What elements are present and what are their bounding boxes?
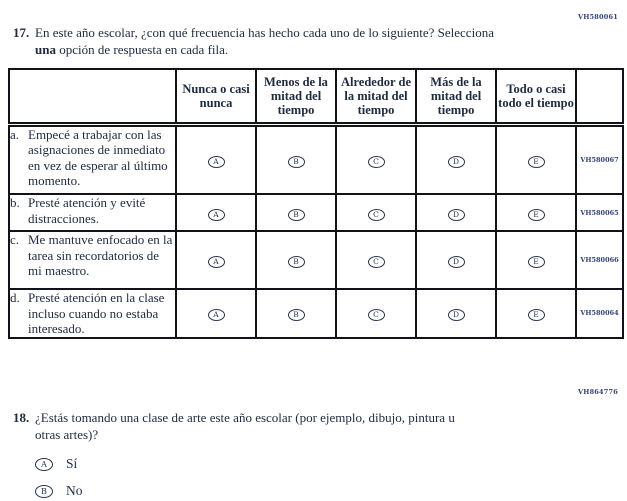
answer-cell-b-B bbox=[256, 194, 336, 231]
answer-oval-a-C[interactable]: C bbox=[368, 156, 385, 168]
answer-oval-c-B[interactable]: B bbox=[288, 256, 305, 268]
q18-option-A bbox=[35, 456, 455, 472]
question-17-line1: En este año escolar, ¿con qué frecuencia has hecho cada uno de lo siguiente? Selecciona bbox=[35, 25, 494, 40]
matrix-corner-cell bbox=[9, 69, 176, 124]
answer-cell-d-A bbox=[176, 289, 256, 338]
matrix-row-a bbox=[9, 124, 623, 194]
row-stem-flex bbox=[10, 195, 175, 226]
answer-cell-a-C bbox=[336, 124, 416, 194]
answer-oval-d-B[interactable]: B bbox=[288, 309, 305, 321]
answer-cell-a-D bbox=[416, 124, 496, 194]
answer-oval-d-A[interactable]: A bbox=[208, 309, 225, 321]
form-code-middle: VH864776 bbox=[578, 388, 618, 396]
matrix-column-header-5: Todo o casi todo el tiempo bbox=[496, 69, 576, 124]
matrix-column-header-3: Alrededor de la mitad del tiempo bbox=[336, 69, 416, 124]
answer-oval-b-A[interactable]: A bbox=[208, 209, 225, 221]
row-stem-a bbox=[9, 124, 176, 194]
answer-cell-d-C bbox=[336, 289, 416, 338]
answer-cell-a-B bbox=[256, 124, 336, 194]
answer-oval-b-C[interactable]: C bbox=[368, 209, 385, 221]
row-stem-b bbox=[9, 194, 176, 231]
answer-oval-d-E[interactable]: E bbox=[528, 309, 545, 321]
row-code-d: VH580064 bbox=[576, 289, 623, 338]
q18-option-B bbox=[35, 483, 455, 499]
question-18-options bbox=[35, 456, 455, 499]
row-stem-c bbox=[9, 231, 176, 289]
answer-oval-a-B[interactable]: B bbox=[288, 156, 305, 168]
answer-oval-c-A[interactable]: A bbox=[208, 256, 225, 268]
row-stem-flex bbox=[10, 127, 175, 189]
answer-oval-a-A[interactable]: A bbox=[208, 156, 225, 168]
row-code-c: VH580066 bbox=[576, 231, 623, 289]
row-letter: a. bbox=[10, 126, 20, 142]
frequency-matrix-table bbox=[8, 68, 624, 339]
matrix-row-b bbox=[9, 194, 623, 231]
answer-oval-d-C[interactable]: C bbox=[368, 309, 385, 321]
answer-oval-c-D[interactable]: D bbox=[448, 256, 465, 268]
answer-cell-d-B bbox=[256, 289, 336, 338]
matrix-code-header-cell bbox=[576, 69, 623, 124]
matrix-column-header-2: Menos de la mitad del tiempo bbox=[256, 69, 336, 124]
row-text: Me mantuve enfocado en la tarea sin recordatorios de mi maestro. bbox=[28, 232, 173, 278]
answer-oval-b-B[interactable]: B bbox=[288, 209, 305, 221]
answer-cell-c-B bbox=[256, 231, 336, 289]
answer-cell-b-D bbox=[416, 194, 496, 231]
answer-cell-c-C bbox=[336, 231, 416, 289]
question-18 bbox=[13, 410, 553, 499]
answer-oval-a-D[interactable]: D bbox=[448, 156, 465, 168]
answer-cell-b-E bbox=[496, 194, 576, 231]
question-17-bold-word: una bbox=[35, 41, 56, 57]
matrix-column-header-1: Nunca o casi nunca bbox=[176, 69, 256, 124]
question-17 bbox=[13, 25, 579, 58]
q18-answer-oval-A[interactable]: A bbox=[35, 458, 53, 471]
row-stem-flex bbox=[10, 232, 175, 279]
question-18-number: 18. bbox=[13, 410, 30, 425]
question-17-text bbox=[35, 25, 494, 58]
row-letter: d. bbox=[10, 290, 20, 305]
q18-answer-oval-B[interactable]: B bbox=[35, 485, 53, 498]
answer-cell-b-C bbox=[336, 194, 416, 231]
row-letter: b. bbox=[10, 195, 20, 210]
row-text: Presté atención en la clase incluso cuando no estaba interesado. bbox=[28, 290, 165, 336]
matrix-row-d bbox=[9, 289, 623, 338]
answer-oval-b-D[interactable]: D bbox=[448, 209, 465, 221]
answer-cell-a-E bbox=[496, 124, 576, 194]
form-code-top: VH580061 bbox=[578, 13, 618, 21]
question-18-line2: otras artes)? bbox=[35, 426, 99, 442]
matrix-column-header-4: Más de la mitad del tiempo bbox=[416, 69, 496, 124]
matrix-row-c bbox=[9, 231, 623, 289]
row-code-a: VH580067 bbox=[576, 124, 623, 194]
q18-option-label-A: Sí bbox=[66, 456, 78, 471]
question-18-line1: ¿Estás tomando una clase de arte este año escolar (por ejemplo, dibujo, pintura u bbox=[35, 410, 455, 425]
matrix-body bbox=[9, 124, 623, 338]
answer-oval-c-C[interactable]: C bbox=[368, 256, 385, 268]
question-18-text bbox=[35, 410, 455, 443]
answer-cell-a-A bbox=[176, 124, 256, 194]
row-text: Empecé a trabajar con las asignaciones de inmediato en vez de esperar al último momento. bbox=[28, 126, 168, 188]
answer-oval-a-E[interactable]: E bbox=[528, 156, 545, 168]
matrix-header-row bbox=[9, 69, 623, 124]
answer-cell-c-E bbox=[496, 231, 576, 289]
answer-cell-b-A bbox=[176, 194, 256, 231]
row-letter: c. bbox=[10, 232, 20, 247]
answer-cell-d-E bbox=[496, 289, 576, 338]
answer-oval-b-E[interactable]: E bbox=[528, 209, 545, 221]
row-stem-flex bbox=[10, 290, 175, 337]
answer-cell-c-D bbox=[416, 231, 496, 289]
question-17-line2: opción de respuesta en cada fila. bbox=[55, 41, 229, 57]
row-stem-d bbox=[9, 289, 176, 338]
answer-cell-d-D bbox=[416, 289, 496, 338]
answer-oval-c-E[interactable]: E bbox=[528, 256, 545, 268]
answer-oval-d-D[interactable]: D bbox=[448, 309, 465, 321]
q18-option-label-B: No bbox=[66, 483, 83, 498]
row-code-b: VH580065 bbox=[576, 194, 623, 231]
question-17-number: 17. bbox=[13, 25, 30, 40]
answer-cell-c-A bbox=[176, 231, 256, 289]
row-text: Presté atención y evité distracciones. bbox=[28, 195, 146, 226]
